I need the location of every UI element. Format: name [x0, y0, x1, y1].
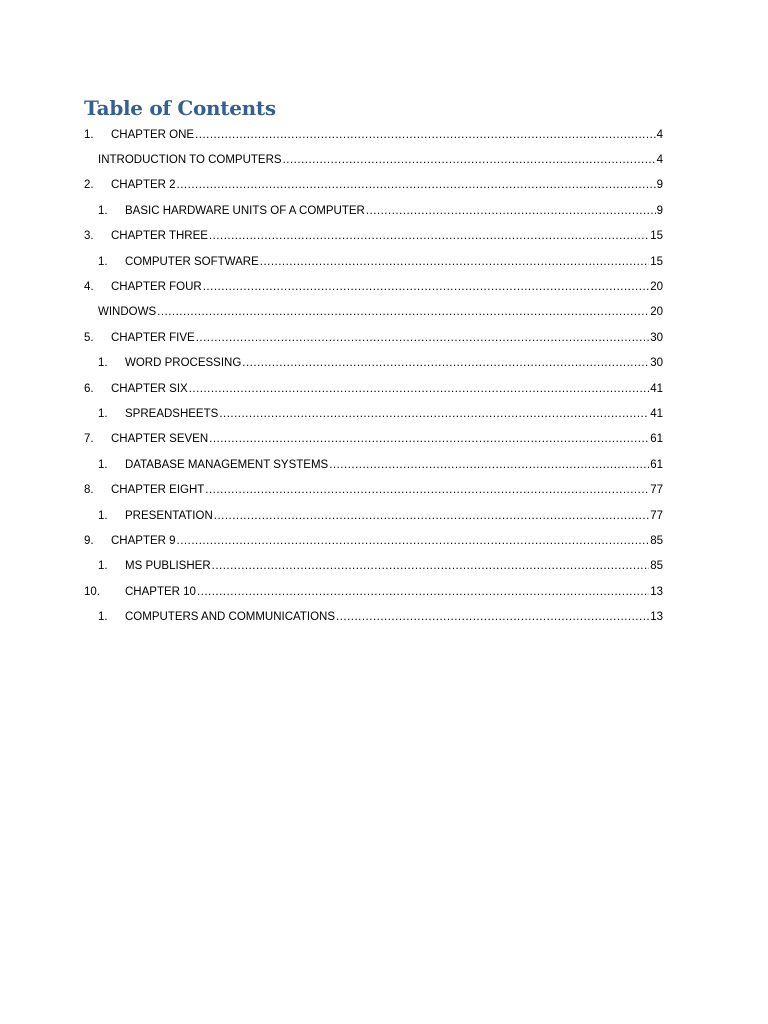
toc-entry[interactable]: [84, 376, 663, 401]
toc-entry[interactable]: [84, 300, 663, 325]
toc-entry-line: [111, 433, 663, 445]
toc-entry-number: 1.: [98, 204, 108, 217]
toc-entry-label: CHAPTER FOUR: [111, 281, 202, 294]
toc-entry-label: CHAPTER ONE: [111, 128, 195, 141]
toc-entry-page-number: 15: [650, 230, 663, 243]
toc-entry-page-number: 61: [650, 433, 663, 446]
toc-entry[interactable]: [84, 249, 663, 274]
toc-dot-leader: [336, 611, 649, 623]
toc-entry-number: 1.: [98, 458, 108, 471]
toc-entry-page-number: 20: [650, 281, 663, 294]
toc-entry-number: 1.: [98, 509, 108, 522]
toc-entry-page-number: 30: [650, 357, 663, 370]
toc-entry-line: [111, 383, 663, 395]
toc-entry-number: 1.: [98, 611, 108, 624]
toc-entry-number: 1.: [98, 255, 108, 268]
toc-entry-line: [98, 306, 663, 318]
toc-entry[interactable]: [84, 351, 663, 376]
toc-entry[interactable]: [84, 477, 663, 502]
toc-entry-page-number: 20: [650, 306, 663, 319]
toc-entry-page-number: 41: [650, 407, 663, 420]
toc-entry-label: COMPUTERS AND COMMUNICATIONS: [125, 611, 335, 624]
toc-dot-leader: [283, 154, 656, 166]
toc-entry[interactable]: [84, 122, 663, 147]
toc-entry-page-number: 9: [656, 179, 663, 192]
toc-dot-leader: [329, 459, 649, 471]
toc-entry-line: [125, 586, 663, 598]
toc-dot-leader: [203, 281, 649, 293]
toc-dot-leader: [205, 484, 649, 496]
toc-entry-number: 4.: [84, 281, 94, 294]
toc-entry-page-number: 13: [650, 585, 663, 598]
toc-entry-label: WORD PROCESSING: [125, 357, 242, 370]
toc-dot-leader: [242, 357, 649, 369]
toc-dot-leader: [212, 560, 650, 572]
toc-entry-page-number: 85: [650, 534, 663, 547]
toc-entry-label: CHAPTER 10: [125, 585, 196, 598]
toc-entry-label: CHAPTER THREE: [111, 230, 208, 243]
toc-dot-leader: [219, 408, 649, 420]
toc-entry[interactable]: [84, 579, 663, 604]
toc-entry-line: [111, 281, 663, 293]
toc-entry-label: DATABASE MANAGEMENT SYSTEMS: [125, 458, 329, 471]
toc-entry-label: CHAPTER EIGHT: [111, 484, 205, 497]
toc-entry-page-number: 61: [650, 458, 663, 471]
toc-entry-number: 8.: [84, 484, 94, 497]
toc-dot-leader: [177, 179, 656, 191]
toc-entry-line: [98, 154, 663, 166]
toc-entry[interactable]: [84, 452, 663, 477]
toc-entry-line: [111, 332, 663, 344]
toc-entry[interactable]: [84, 427, 663, 452]
toc-entry-page-number: 77: [650, 484, 663, 497]
toc-entry-label: CHAPTER FIVE: [111, 331, 195, 344]
toc-entry-page-number: 77: [650, 509, 663, 522]
toc-entry[interactable]: [84, 224, 663, 249]
toc-entry-number: 1.: [84, 128, 94, 141]
toc-entry-line: [111, 484, 663, 496]
toc-entry-line: [125, 408, 663, 420]
toc-entry-label: MS PUBLISHER: [125, 560, 211, 573]
toc-dot-leader: [177, 535, 650, 547]
toc-entry-line: [111, 129, 663, 141]
toc-entry-page-number: 85: [650, 560, 663, 573]
toc-entry[interactable]: [84, 173, 663, 198]
toc-entry[interactable]: [84, 401, 663, 426]
toc-entry-line: [125, 256, 663, 268]
toc-entry-label: COMPUTER SOFTWARE: [125, 255, 259, 268]
toc-dot-leader: [157, 306, 649, 318]
toc-entry[interactable]: [84, 274, 663, 299]
toc-entry[interactable]: [84, 198, 663, 223]
toc-entry[interactable]: [84, 147, 663, 172]
toc-entry[interactable]: [84, 604, 663, 629]
toc-entry-line: [125, 560, 663, 572]
toc-entry-page-number: 15: [650, 255, 663, 268]
toc-entry-number: 1.: [98, 407, 108, 420]
toc-entry-page-number: 9: [656, 204, 663, 217]
toc-dot-leader: [189, 383, 650, 395]
toc-entry-page-number: 4: [656, 154, 663, 167]
toc-entry-label: SPREADSHEETS: [125, 407, 219, 420]
toc-dot-leader: [196, 332, 649, 344]
toc-dot-leader: [209, 433, 649, 445]
toc-entry-label: CHAPTER 2: [111, 179, 176, 192]
toc-entry-number: 1.: [98, 560, 108, 573]
toc-title: Table of Contents: [84, 96, 276, 120]
toc-entry-number: 3.: [84, 230, 94, 243]
toc-entry-line: [125, 611, 663, 623]
toc-entry-line: [111, 179, 663, 191]
toc-dot-leader: [260, 256, 649, 268]
toc-entry-label: CHAPTER SIX: [111, 382, 188, 395]
toc-entry-number: 1.: [98, 357, 108, 370]
toc-entry-line: [125, 510, 663, 522]
toc-entry-number: 7.: [84, 433, 94, 446]
toc-entry-page-number: 41: [650, 382, 663, 395]
toc-entry[interactable]: [84, 503, 663, 528]
toc-entry-label: BASIC HARDWARE UNITS OF A COMPUTER: [125, 204, 365, 217]
toc-entry-label: CHAPTER SEVEN: [111, 433, 209, 446]
toc-entry-label: INTRODUCTION TO COMPUTERS: [98, 154, 282, 167]
toc-dot-leader: [209, 230, 649, 242]
toc-entry-label: CHAPTER 9: [111, 534, 176, 547]
toc-entry-number: 6.: [84, 382, 94, 395]
toc-entry-line: [125, 357, 663, 369]
toc-entry-line: [125, 205, 663, 217]
toc-entry-line: [111, 535, 663, 547]
toc-entry[interactable]: [84, 325, 663, 350]
toc-entry[interactable]: [84, 528, 663, 553]
toc-entry-label: WINDOWS: [98, 306, 157, 319]
toc-list: [84, 122, 663, 630]
toc-entry-number: 2.: [84, 179, 94, 192]
toc-entry-page-number: 30: [650, 331, 663, 344]
toc-entry-line: [125, 459, 663, 471]
toc-entry-page-number: 4: [656, 128, 663, 141]
toc-entry[interactable]: [84, 554, 663, 579]
toc-entry-label: PRESENTATION: [125, 509, 213, 522]
toc-dot-leader: [214, 510, 649, 522]
toc-entry-page-number: 13: [650, 611, 663, 624]
toc-dot-leader: [366, 205, 656, 217]
toc-entry-number: 9.: [84, 534, 94, 547]
toc-dot-leader: [197, 586, 649, 598]
toc-entry-number: 10.: [84, 585, 100, 598]
toc-entry-line: [111, 230, 663, 242]
toc-dot-leader: [195, 129, 656, 141]
toc-entry-number: 5.: [84, 331, 94, 344]
